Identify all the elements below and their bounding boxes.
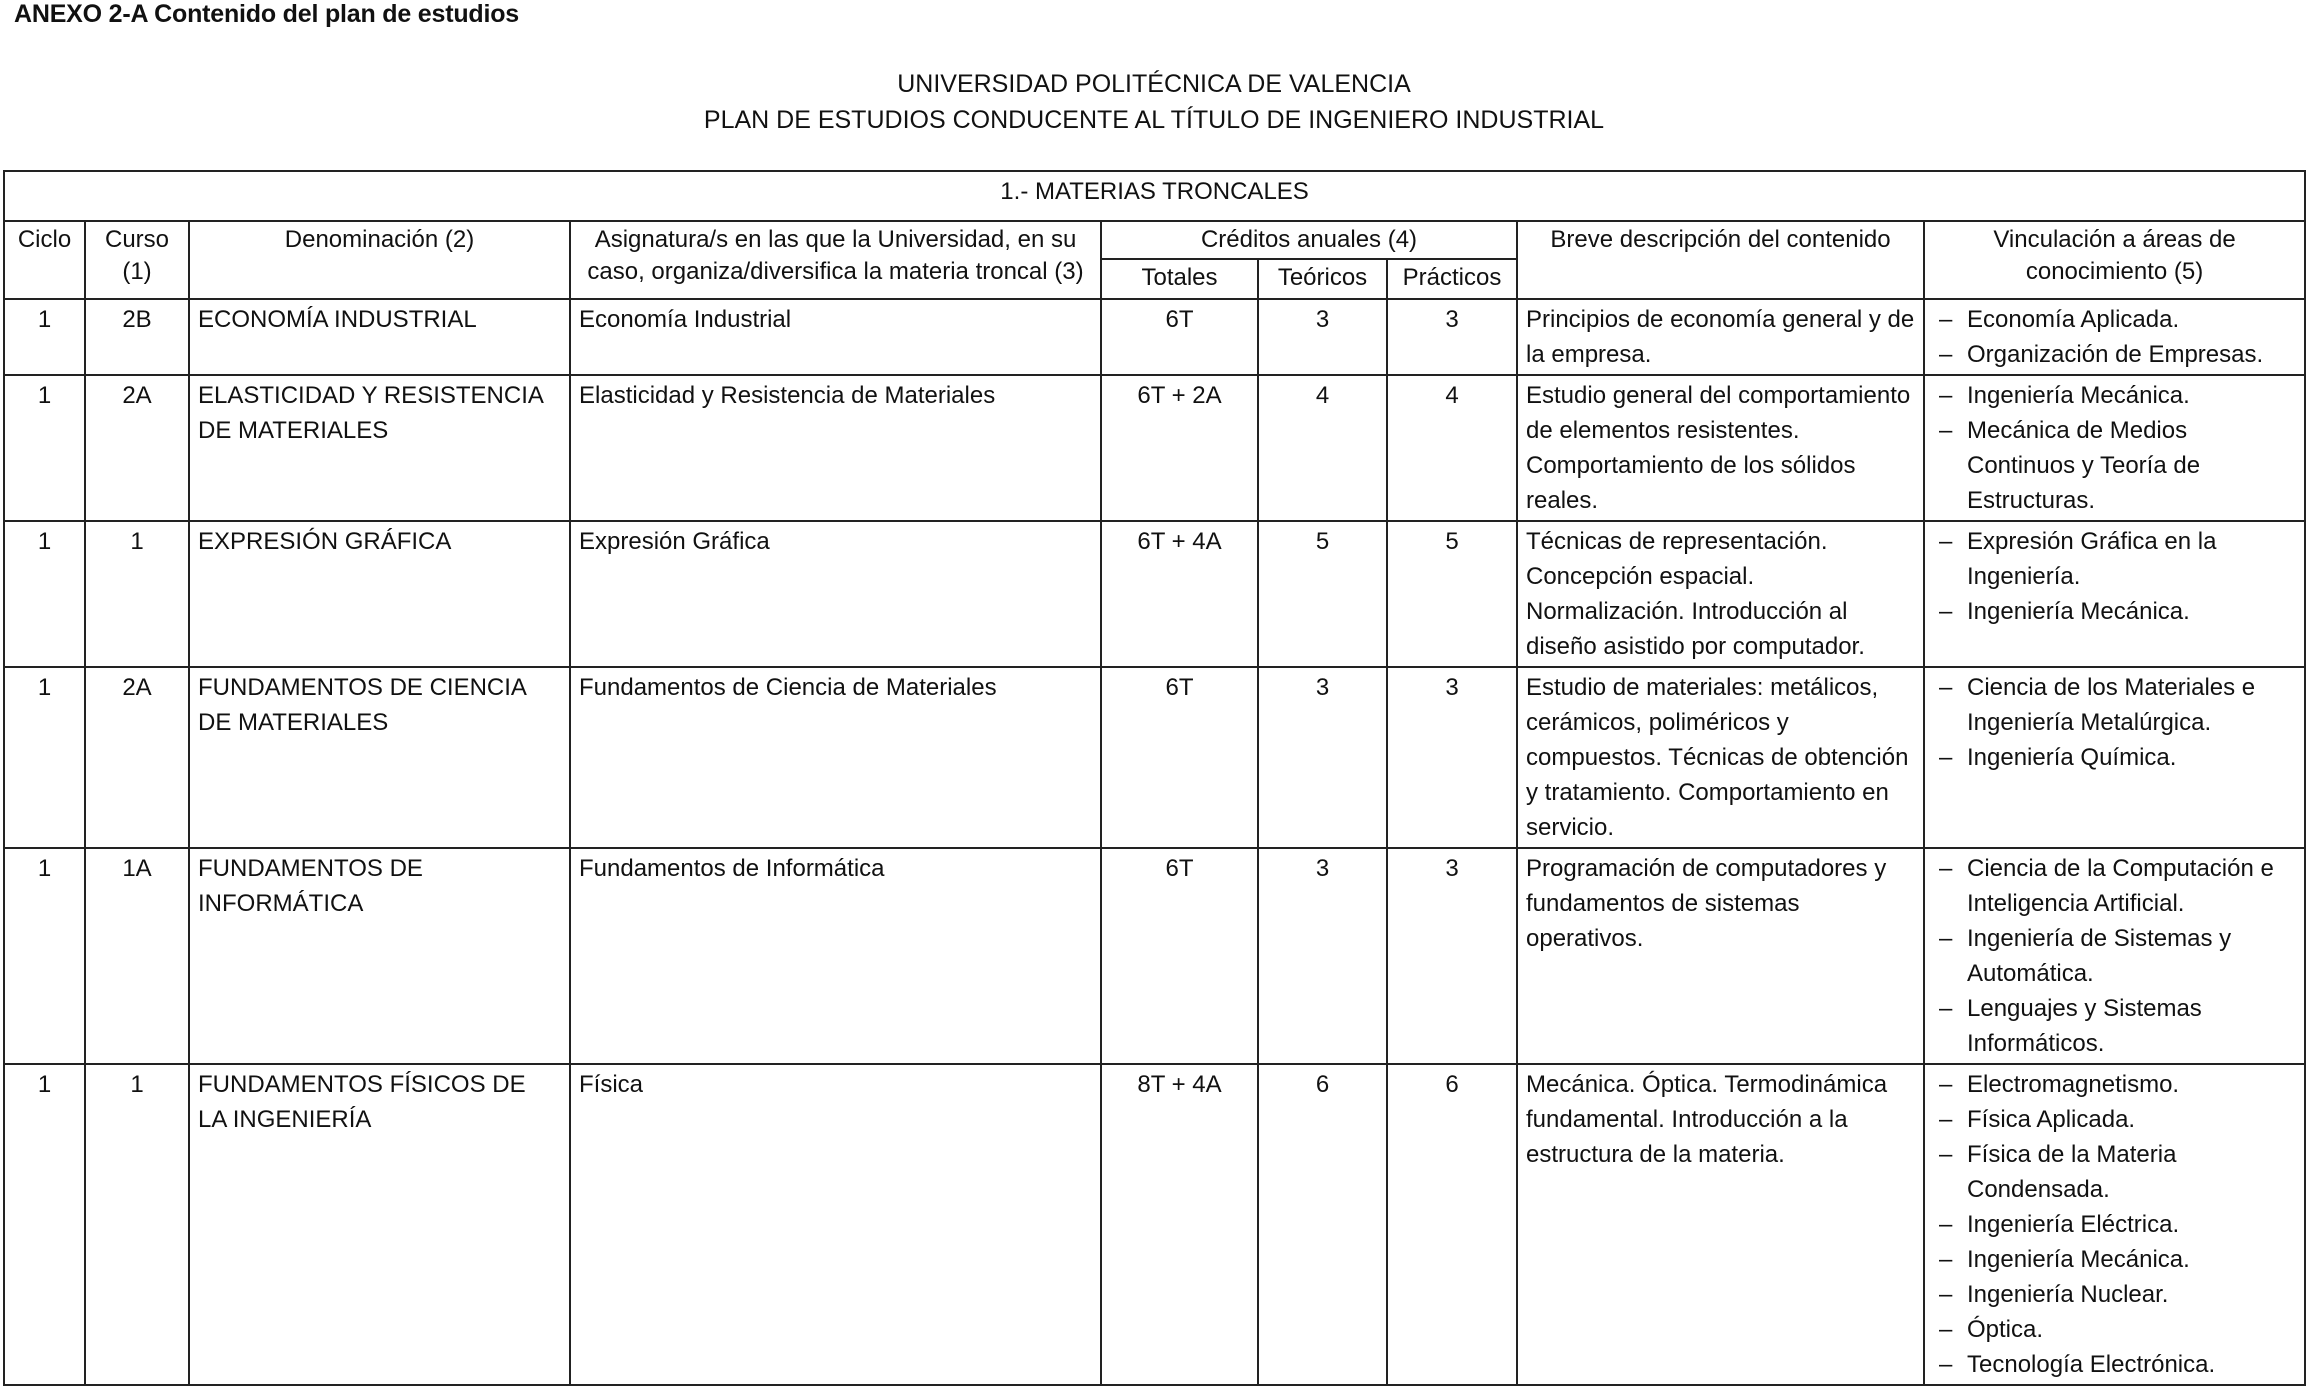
cell-curso: 2B [85, 299, 189, 375]
col-header-curso: Curso (1) [85, 221, 189, 299]
curriculum-table [3, 170, 2306, 1386]
area-item: – Ingeniería Eléctrica. [1933, 1207, 2296, 1242]
area-item: – Ingeniería Mecánica. [1933, 594, 2296, 629]
university-name: UNIVERSIDAD POLITÉCNICA DE VALENCIA [897, 70, 1411, 98]
area-item: – Ingeniería Química. [1933, 740, 2296, 775]
cell-denominacion: FUNDAMENTOS DE INFORMÁTICA [189, 848, 570, 1064]
cell-ciclo: 1 [4, 299, 85, 375]
cell-practicos: 5 [1387, 521, 1517, 667]
cell-descripcion: Mecánica. Óptica. Termodinámica fundamental. Introducción a la estructura de la materia. [1517, 1064, 1924, 1385]
col-header-teoricos: Teóricos [1258, 259, 1387, 299]
cell-areas [1924, 667, 2305, 848]
cell-teoricos: 3 [1258, 848, 1387, 1064]
cell-teoricos: 4 [1258, 375, 1387, 521]
area-item: – Expresión Gráfica en la Ingeniería. [1933, 524, 2296, 594]
area-item: – Electromagnetismo. [1933, 1067, 2296, 1102]
cell-teoricos: 3 [1258, 667, 1387, 848]
table-row [4, 848, 2305, 1064]
area-item: – Física Aplicada. [1933, 1102, 2296, 1137]
cell-areas [1924, 521, 2305, 667]
area-item: – Ingeniería Nuclear. [1933, 1277, 2296, 1312]
cell-curso: 1A [85, 848, 189, 1064]
cell-totales: 6T [1101, 299, 1258, 375]
area-item: – Mecánica de Medios Continuos y Teoría de Estructuras. [1933, 413, 2296, 518]
area-item: – Ciencia de la Computación e Inteligencia Artificial. [1933, 851, 2296, 921]
cell-curso: 2A [85, 667, 189, 848]
cell-teoricos: 3 [1258, 299, 1387, 375]
areas-list [1933, 1067, 2296, 1382]
cell-denominacion: ECONOMÍA INDUSTRIAL [189, 299, 570, 375]
col-header-asignatura: Asignatura/s en las que la Universidad, en su caso, organiza/diversifica la materia troncal (3) [570, 221, 1101, 299]
cell-practicos: 3 [1387, 667, 1517, 848]
cell-asignatura: Fundamentos de Ciencia de Materiales [570, 667, 1101, 848]
areas-list [1933, 851, 2296, 1061]
table-row [4, 299, 2305, 375]
cell-practicos: 4 [1387, 375, 1517, 521]
cell-descripcion: Técnicas de representación. Concepción espacial. Normalización. Introducción al diseño asistido por computador. [1517, 521, 1924, 667]
cell-denominacion: ELASTICIDAD Y RESISTENCIA DE MATERIALES [189, 375, 570, 521]
cell-descripcion: Estudio general del comportamiento de elementos resistentes. Comportamiento de los sólidos reales. [1517, 375, 1924, 521]
document-header [0, 66, 2308, 138]
annex-title: ANEXO 2-A Contenido del plan de estudios [14, 0, 520, 28]
cell-asignatura: Física [570, 1064, 1101, 1385]
cell-asignatura: Fundamentos de Informática [570, 848, 1101, 1064]
cell-denominacion: FUNDAMENTOS DE CIENCIA DE MATERIALES [189, 667, 570, 848]
area-item: – Tecnología Electrónica. [1933, 1347, 2296, 1382]
cell-descripcion: Estudio de materiales: metálicos, cerámicos, poliméricos y compuestos. Técnicas de obtención y tratamiento. Comportamiento en servicio. [1517, 667, 1924, 848]
cell-ciclo: 1 [4, 848, 85, 1064]
cell-ciclo: 1 [4, 375, 85, 521]
cell-curso: 2A [85, 375, 189, 521]
table-row [4, 521, 2305, 667]
cell-practicos: 3 [1387, 848, 1517, 1064]
cell-ciclo: 1 [4, 521, 85, 667]
area-item: – Economía Aplicada. [1933, 302, 2296, 337]
cell-curso: 1 [85, 521, 189, 667]
area-item: – Ingeniería Mecánica. [1933, 1242, 2296, 1277]
cell-practicos: 3 [1387, 299, 1517, 375]
col-header-totales: Totales [1101, 259, 1258, 299]
cell-areas [1924, 848, 2305, 1064]
area-item: – Ingeniería de Sistemas y Automática. [1933, 921, 2296, 991]
cell-denominacion: EXPRESIÓN GRÁFICA [189, 521, 570, 667]
cell-areas [1924, 299, 2305, 375]
cell-denominacion: FUNDAMENTOS FÍSICOS DE LA INGENIERÍA [189, 1064, 570, 1385]
cell-totales: 6T + 4A [1101, 521, 1258, 667]
cell-totales: 6T [1101, 667, 1258, 848]
area-item: – Organización de Empresas. [1933, 337, 2296, 372]
cell-teoricos: 6 [1258, 1064, 1387, 1385]
cell-ciclo: 1 [4, 1064, 85, 1385]
cell-descripcion: Principios de economía general y de la empresa. [1517, 299, 1924, 375]
col-header-descripcion: Breve descripción del contenido [1517, 221, 1924, 299]
cell-totales: 6T [1101, 848, 1258, 1064]
cell-teoricos: 5 [1258, 521, 1387, 667]
col-header-vinculacion: Vinculación a áreas de conocimiento (5) [1924, 221, 2305, 299]
area-item: – Ciencia de los Materiales e Ingeniería Metalúrgica. [1933, 670, 2296, 740]
cell-asignatura: Elasticidad y Resistencia de Materiales [570, 375, 1101, 521]
area-item: – Óptica. [1933, 1312, 2296, 1347]
section-title: 1.- MATERIAS TRONCALES [4, 171, 2305, 221]
cell-asignatura: Economía Industrial [570, 299, 1101, 375]
area-item: – Lenguajes y Sistemas Informáticos. [1933, 991, 2296, 1061]
areas-list [1933, 670, 2296, 775]
cell-descripcion: Programación de computadores y fundamentos de sistemas operativos. [1517, 848, 1924, 1064]
col-header-practicos: Prácticos [1387, 259, 1517, 299]
table-row [4, 1064, 2305, 1385]
cell-ciclo: 1 [4, 667, 85, 848]
cell-areas [1924, 375, 2305, 521]
table-row [4, 375, 2305, 521]
cell-asignatura: Expresión Gráfica [570, 521, 1101, 667]
cell-areas [1924, 1064, 2305, 1385]
cell-practicos: 6 [1387, 1064, 1517, 1385]
plan-title: PLAN DE ESTUDIOS CONDUCENTE AL TÍTULO DE INGENIERO INDUSTRIAL [703, 106, 1605, 134]
col-header-denominacion: Denominación (2) [189, 221, 570, 299]
table-row [4, 667, 2305, 848]
area-item: – Ingeniería Mecánica. [1933, 378, 2296, 413]
cell-totales: 6T + 2A [1101, 375, 1258, 521]
col-header-creditos: Créditos anuales (4) [1101, 221, 1517, 259]
cell-totales: 8T + 4A [1101, 1064, 1258, 1385]
area-item: – Física de la Materia Condensada. [1933, 1137, 2296, 1207]
areas-list [1933, 378, 2296, 518]
areas-list [1933, 302, 2296, 372]
cell-curso: 1 [85, 1064, 189, 1385]
col-header-ciclo: Ciclo [4, 221, 85, 299]
areas-list [1933, 524, 2296, 629]
